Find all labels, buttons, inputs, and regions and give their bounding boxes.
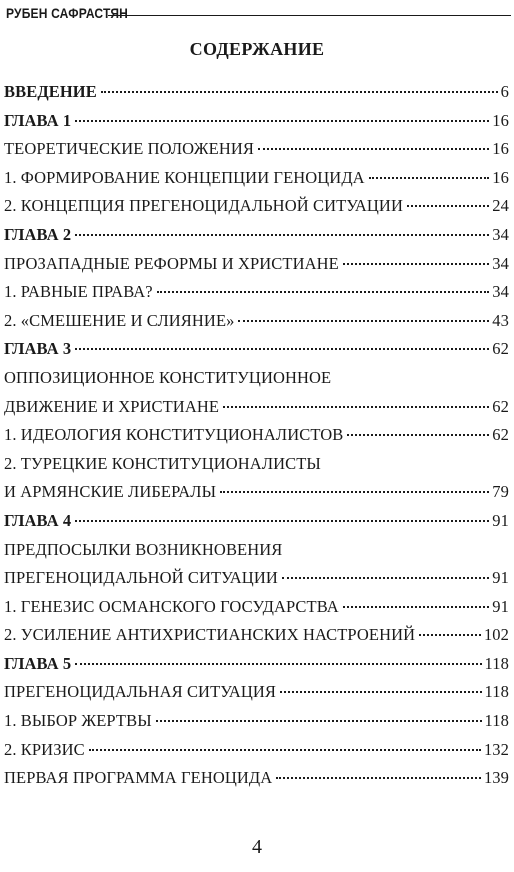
toc-leader-dots (276, 777, 481, 779)
toc-entry-page: 91 (492, 510, 509, 530)
toc-entry-page: 34 (492, 282, 509, 302)
toc-leader-dots (223, 406, 489, 408)
toc-entry (4, 678, 509, 707)
toc-entry-page: 16 (492, 110, 509, 130)
toc-leader-dots (75, 120, 489, 122)
toc-entry-label: 2. «СМЕШЕНИЕ И СЛИЯНИЕ» (4, 310, 235, 330)
toc-entry-page: 118 (484, 653, 509, 673)
toc-entry (4, 335, 509, 364)
toc-entry (4, 393, 509, 422)
toc-entry-page: 43 (492, 310, 509, 330)
toc-entry-page: 24 (492, 196, 509, 216)
toc-entry (4, 221, 509, 250)
toc-entry-page: 132 (483, 739, 509, 759)
toc-entry-label: ПРЕГЕНОЦИДАЛЬНАЯ СИТУАЦИЯ (4, 682, 277, 702)
toc-entry-label: ОППОЗИЦИОННОЕ КОНСТИТУЦИОННОЕ (4, 367, 332, 387)
toc-leader-dots (343, 263, 489, 265)
toc-entry-label: ГЛАВА 4 (4, 510, 72, 530)
toc-entry-label: 1. ИДЕОЛОГИЯ КОНСТИТУЦИОНАЛИСТОВ (4, 425, 344, 445)
toc-entry-label: ВВЕДЕНИЕ (4, 82, 97, 101)
toc-entry-label: 1. ФОРМИРОВАНИЕ КОНЦЕПЦИИ ГЕНОЦИДА (4, 167, 365, 187)
toc-entry-label: ГЛАВА 5 (4, 653, 72, 673)
toc-entry (4, 307, 509, 336)
toc-entry (4, 536, 509, 565)
toc-entry (4, 78, 509, 107)
toc-leader-dots (101, 91, 498, 93)
toc-entry (4, 621, 509, 650)
toc-leader-dots (75, 348, 489, 350)
page-number: 4 (252, 836, 262, 858)
running-head (6, 3, 511, 23)
toc-entry (4, 421, 509, 450)
toc-entry-label: ПРЕДПОСЫЛКИ ВОЗНИКНОВЕНИЯ (4, 539, 283, 559)
toc-leader-dots (280, 691, 482, 693)
toc-entry-page: 91 (492, 596, 509, 616)
toc-title: СОДЕРЖАНИЕ (189, 39, 325, 59)
toc-leader-dots (75, 234, 489, 236)
toc-leader-dots (156, 720, 482, 722)
toc-list (4, 78, 509, 793)
toc-leader-dots (282, 577, 489, 579)
toc-entry-page: 34 (492, 253, 509, 273)
toc-leader-dots (343, 606, 489, 608)
toc-entry (4, 736, 509, 765)
toc-entry-label: ПЕРВАЯ ПРОГРАММА ГЕНОЦИДА (4, 768, 273, 788)
toc-entry (4, 135, 509, 164)
toc-entry-label: ПРОЗАПАДНЫЕ РЕФОРМЫ И ХРИСТИАНЕ (4, 253, 339, 273)
toc-entry-label: ГЛАВА 1 (4, 110, 72, 130)
toc-entry-label: 2. КОНЦЕПЦИЯ ПРЕГЕНОЦИДАЛЬНОЙ СИТУАЦИИ (4, 196, 403, 216)
toc-entry-label: 1. РАВНЫЕ ПРАВА? (4, 282, 153, 302)
toc-entry (4, 364, 509, 393)
toc-entry-page: 139 (483, 768, 509, 788)
toc-entry (4, 507, 509, 536)
toc-entry (4, 564, 509, 593)
toc-entry-label: И АРМЯНСКИЕ ЛИБЕРАЛЫ (4, 482, 217, 502)
toc-entry (4, 593, 509, 622)
toc-entry-page: 91 (492, 568, 509, 588)
toc-entry-label: 2. ТУРЕЦКИЕ КОНСТИТУЦИОНАЛИСТЫ (4, 453, 321, 473)
toc-entry-page: 102 (483, 625, 509, 645)
toc-entry-label: 1. ВЫБОР ЖЕРТВЫ (4, 711, 152, 731)
toc-entry (4, 450, 509, 479)
toc-entry-label: ТЕОРЕТИЧЕСКИЕ ПОЛОЖЕНИЯ (4, 139, 254, 159)
toc-leader-dots (369, 177, 490, 179)
toc-entry (4, 650, 509, 679)
toc-entry (4, 278, 509, 307)
toc-entry-page: 6 (500, 82, 509, 101)
toc-entry (4, 478, 509, 507)
toc-leader-dots (238, 320, 489, 322)
toc-leader-dots (419, 634, 481, 636)
toc-entry-page: 118 (484, 682, 509, 702)
toc-entry-page: 62 (492, 396, 509, 416)
running-head-author: РУБЕН САФРАСТЯН (6, 5, 129, 21)
toc-entry-label: ПРЕГЕНОЦИДАЛЬНОЙ СИТУАЦИИ (4, 568, 278, 588)
toc-entry-label: ДВИЖЕНИЕ И ХРИСТИАНЕ (4, 396, 220, 416)
toc-leader-dots (347, 434, 489, 436)
toc-entry (4, 764, 509, 793)
toc-entry-page: 16 (492, 139, 509, 159)
toc-entry (4, 164, 509, 193)
toc-entry (4, 250, 509, 279)
toc-entry-label: 2. КРИЗИС (4, 739, 85, 759)
toc-leader-dots (258, 148, 489, 150)
toc-entry-label: 2. УСИЛЕНИЕ АНТИХРИСТИАНСКИХ НАСТРОЕНИЙ (4, 625, 416, 645)
toc-leader-dots (75, 520, 489, 522)
toc-entry-page: 16 (492, 167, 509, 187)
toc-entry-label: 1. ГЕНЕЗИС ОСМАНСКОГО ГОСУДАРСТВА (4, 596, 339, 616)
toc-leader-dots (220, 491, 489, 493)
toc-entry-page: 62 (492, 425, 509, 445)
toc-entry-page: 34 (492, 224, 509, 244)
toc-entry-page: 79 (492, 482, 509, 502)
toc-leader-dots (157, 291, 490, 293)
toc-entry-label: ГЛАВА 3 (4, 339, 72, 359)
toc-entry (4, 107, 509, 136)
toc-entry (4, 192, 509, 221)
toc-entry (4, 707, 509, 736)
toc-entry-page: 62 (492, 339, 509, 359)
toc-leader-dots (89, 749, 481, 751)
toc-leader-dots (75, 663, 481, 665)
running-head-rule (108, 15, 511, 16)
toc-entry-label: ГЛАВА 2 (4, 224, 72, 244)
toc-leader-dots (407, 205, 489, 207)
toc-entry-page: 118 (484, 711, 509, 731)
